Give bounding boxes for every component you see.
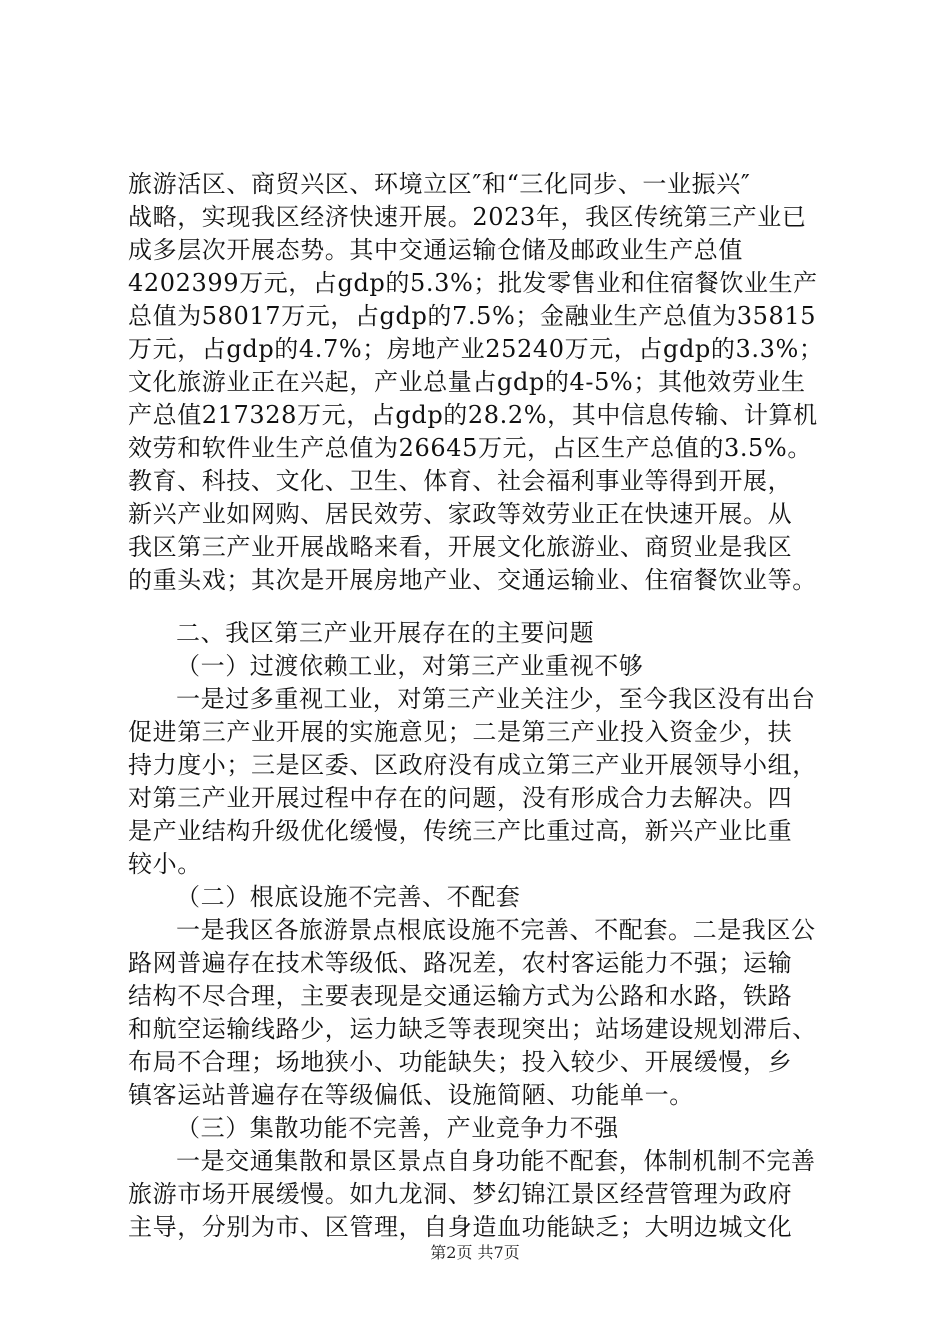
text-line: 产总值217328万元，占gdp的28.2%，其中信息传输、计算机 xyxy=(128,401,818,429)
text-line: 成多层次开展态势。其中交通运输仓储及邮政业生产总值 xyxy=(128,236,743,264)
text-line: 效劳和软件业生产总值为26645万元，占区生产总值的3.5%。 xyxy=(128,434,812,462)
text-line: 是产业结构升级优化缓慢，传统三产比重过高，新兴产业比重 xyxy=(128,817,793,845)
text-line: 我区第三产业开展战略来看，开展文化旅游业、商贸业是我区 xyxy=(128,533,793,561)
text-line: 一是过多重视工业，对第三产业关注少，至今我区没有出台 xyxy=(176,685,816,713)
text-line: 旅游市场开展缓慢。如九龙洞、梦幻锦江景区经营管理为政府 xyxy=(128,1180,793,1208)
text-line: 的重头戏；其次是开展房地产业、交通运输业、住宿餐饮业等。 xyxy=(128,566,817,594)
text-line: 路网普遍存在技术等级低、路况差，农村客运能力不强；运输 xyxy=(128,949,793,977)
text-line: 结构不尽合理，主要表现是交通运输方式为公路和水路，铁路 xyxy=(128,982,793,1010)
text-line: 教育、科技、文化、卫生、体育、社会福利事业等得到开展， xyxy=(128,467,793,495)
text-line: 万元，占gdp的4.7%；房地产业25240万元，占gdp的3.3%； xyxy=(128,335,824,363)
text-line: 总值为58017万元，占gdp的7.5%；金融业生产总值为35815 xyxy=(128,302,817,330)
text-line: 一是我区各旅游景点根底设施不完善、不配套。二是我区公 xyxy=(176,916,816,944)
page-number-footer: 第2页 共7页 xyxy=(430,1243,520,1262)
text-line: 较小。 xyxy=(128,850,202,878)
text-line: 主导，分别为市、区管理，自身造血功能缺乏；大明边城文化 xyxy=(128,1213,793,1241)
text-line: 镇客运站普遍存在等级偏低、设施简陋、功能单一。 xyxy=(128,1081,694,1109)
text-line: 旅游活区、商贸兴区、环境立区″和“三化同步、一业振兴″ xyxy=(128,170,751,198)
subsection-heading: （一）过渡依赖工业，对第三产业重视不够 xyxy=(176,652,644,680)
subsection-heading: （三）集散功能不完善，产业竞争力不强 xyxy=(176,1114,619,1142)
text-line: 持力度小；三是区委、区政府没有成立第三产业开展领导小组， xyxy=(128,751,817,779)
text-line: 战略，实现我区经济快速开展。2023年，我区传统第三产业已 xyxy=(128,203,807,231)
text-line: 新兴产业如网购、居民效劳、家政等效劳业正在快速开展。从 xyxy=(128,500,793,528)
text-line: 4202399万元，占gdp的5.3%；批发零售业和住宿餐饮业生产 xyxy=(128,269,818,297)
subsection-heading: （二）根底设施不完善、不配套 xyxy=(176,883,521,911)
text-line: 促进第三产业开展的实施意见；二是第三产业投入资金少，扶 xyxy=(128,718,793,746)
text-line: 一是交通集散和景区景点自身功能不配套，体制机制不完善 xyxy=(176,1147,816,1175)
text-line: 文化旅游业正在兴起，产业总量占gdp的4-5%；其他效劳业生 xyxy=(128,368,806,396)
text-line: 和航空运输线路少，运力缺乏等表现突出；站场建设规划滞后、 xyxy=(128,1015,817,1043)
text-line: 布局不合理；场地狭小、功能缺失；投入较少、开展缓慢，乡 xyxy=(128,1048,793,1076)
text-line: 对第三产业开展过程中存在的问题，没有形成合力去解决。四 xyxy=(128,784,793,812)
section-heading: 二、我区第三产业开展存在的主要问题 xyxy=(176,619,595,647)
